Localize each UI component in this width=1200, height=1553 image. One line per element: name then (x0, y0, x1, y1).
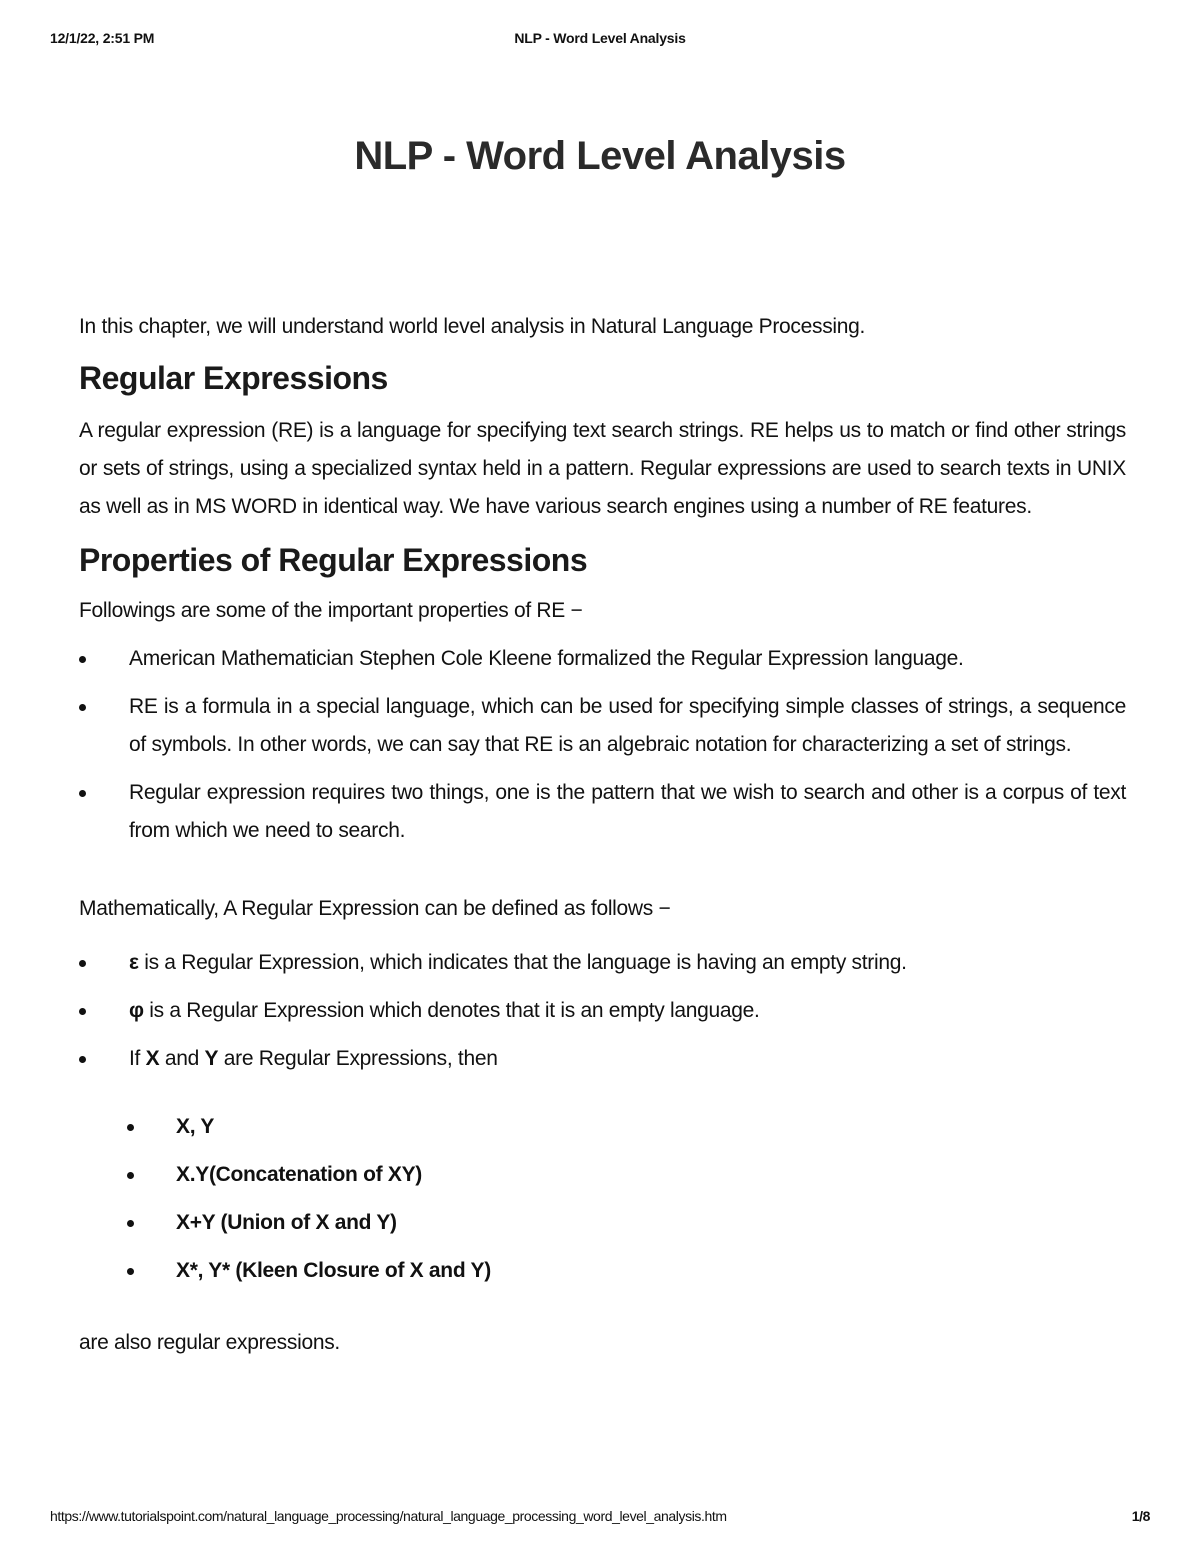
list-item (79, 640, 1126, 678)
phi-symbol: φ (129, 999, 144, 1022)
closing-paragraph: are also regular expressions. (79, 1331, 340, 1354)
x-symbol: X (145, 1047, 160, 1070)
intro-paragraph: In this chapter, we will understand world level analysis in Natural Language Processing. (79, 315, 866, 338)
bullet-icon (127, 1124, 134, 1131)
regex-paragraph: A regular expression (RE) is a language for specifying text search strings. RE helps us to match or find other strings or sets of strings, using a specialized syntax held in a pattern. Regular expressions are used to search texts in UNIX as well as in MS WORD in identical way. We have various search engines using a number of RE features. (79, 419, 1126, 518)
y-symbol: Y (204, 1047, 219, 1070)
print-page-title: NLP - Word Level Analysis (514, 30, 686, 46)
list-item-text: X+Y (Union of X and Y) (176, 1211, 397, 1234)
page-url: https://www.tutorialspoint.com/natural_language_processing/natural_language_processing_word_level_analysis.htm (50, 1508, 727, 1524)
article-content (79, 308, 1126, 1362)
list-item (79, 1108, 1126, 1146)
list-item (79, 992, 1126, 1030)
bullet-icon (127, 1172, 134, 1179)
list-item (79, 944, 1126, 982)
list-item-prefix: If (129, 1047, 146, 1070)
list-item (79, 1156, 1126, 1194)
list-item-suffix: are Regular Expressions, then (218, 1047, 498, 1070)
page-title: NLP - Word Level Analysis (354, 134, 846, 178)
print-date: 12/1/22, 2:51 PM (50, 30, 155, 46)
list-item-text: is a Regular Expression which denotes that it is an empty language. (143, 999, 760, 1022)
bullet-icon (127, 1220, 134, 1227)
list-item-text: RE is a formula in a special language, which can be used for specifying simple classes of strings, a sequence of symbols. In other words, we can say that RE is an algebraic notation for characterizing a set of strings. (129, 695, 1126, 756)
list-item (79, 774, 1126, 850)
bullet-icon (79, 1056, 86, 1063)
list-item-text: X.Y(Concatenation of XY) (176, 1163, 422, 1186)
epsilon-symbol: ε (129, 951, 139, 974)
list-item-text: American Mathematician Stephen Cole Kleene formalized the Regular Expression language. (129, 647, 964, 670)
page-number: 1/8 (1131, 1508, 1150, 1524)
math-definition-intro: Mathematically, A Regular Expression can be defined as follows − (79, 897, 671, 920)
list-item (79, 1252, 1126, 1290)
definition-list (79, 944, 1126, 1078)
properties-intro: Followings are some of the important properties of RE − (79, 599, 583, 622)
list-item (79, 1040, 1126, 1078)
bullet-icon (127, 1268, 134, 1275)
bullet-icon (79, 1008, 86, 1015)
properties-heading: Properties of Regular Expressions (79, 542, 588, 578)
list-item (79, 1204, 1126, 1242)
bullet-icon (79, 704, 86, 711)
bullet-icon (79, 790, 86, 797)
list-item-text: is a Regular Expression, which indicates that the language is having an empty string. (138, 951, 907, 974)
list-item-text: X, Y (176, 1115, 215, 1138)
list-item-text: Regular expression requires two things, one is the pattern that we wish to search and other is a corpus of text from which we need to search. (129, 781, 1126, 842)
regex-heading: Regular Expressions (79, 360, 388, 396)
list-item-mid: and (159, 1047, 205, 1070)
print-header (50, 30, 1150, 50)
list-item (79, 688, 1126, 764)
properties-list (79, 640, 1126, 850)
bullet-icon (79, 656, 86, 663)
bullet-icon (79, 960, 86, 967)
operations-sublist (79, 1108, 1126, 1290)
list-item-text: X*, Y* (Kleen Closure of X and Y) (176, 1259, 491, 1282)
